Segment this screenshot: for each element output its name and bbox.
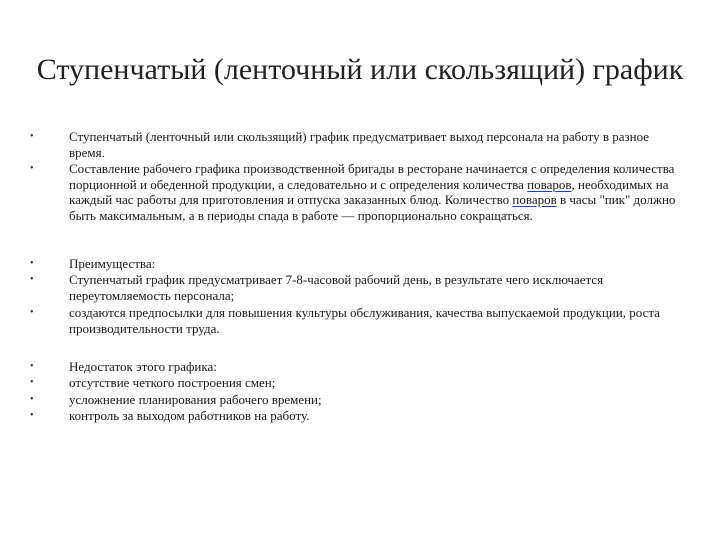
list-item-text: усложнение планирования рабочего времени; bbox=[69, 392, 322, 407]
bullet-icon: • bbox=[30, 361, 34, 372]
list-item-text: Ступенчатый (ленточный или скользящий) график предусматривает выход персонала на работу в разное время. bbox=[69, 129, 650, 160]
list-item-text: Преимущества: bbox=[69, 256, 156, 271]
cooks-link[interactable]: поваров bbox=[512, 192, 557, 207]
bullet-icon: • bbox=[30, 377, 34, 388]
list-item-text: Ступенчатый график предусматривает 7-8-часовой рабочий день, в результате чего исключается переутомляемость персонала; bbox=[69, 272, 604, 303]
bullet-icon: • bbox=[30, 307, 34, 318]
list-item-text: контроль за выходом работников на работу. bbox=[69, 408, 310, 423]
bullet-icon: • bbox=[30, 131, 34, 142]
bullet-icon: • bbox=[30, 274, 34, 285]
list-item-text: отсутствие четкого построения смен; bbox=[69, 375, 276, 390]
bullet-icon: • bbox=[30, 410, 34, 421]
list-item-text: Недостаток этого графика: bbox=[69, 359, 217, 374]
cooks-link[interactable]: поваров bbox=[527, 176, 572, 192]
bullet-icon: • bbox=[30, 163, 34, 174]
slide-title: Ступенчатый (ленточный или скользящий) график bbox=[36, 53, 684, 86]
text-fragment: , необходимых на каждый час работы для приготовления и отпуска заказанных блюд. Количество bbox=[69, 176, 669, 207]
bullet-icon: • bbox=[30, 394, 34, 405]
text-fragment: в часы "пик" должно быть максимальным, а в периоды спада в работе — пропорционально сокращаться. bbox=[69, 192, 676, 223]
list-item-text bbox=[69, 161, 679, 223]
list-item-text: создаются предпосылки для повышения культуры обслуживания, качества выпускаемой продукции, роста производительности труда. bbox=[69, 305, 660, 336]
bullet-icon: • bbox=[30, 258, 34, 269]
text-fragment: Составление рабочего графика производственной бригады в ресторане начинается с определения количества порционной и обеденной продукции, а следовательно и с определения количества bbox=[69, 161, 675, 192]
